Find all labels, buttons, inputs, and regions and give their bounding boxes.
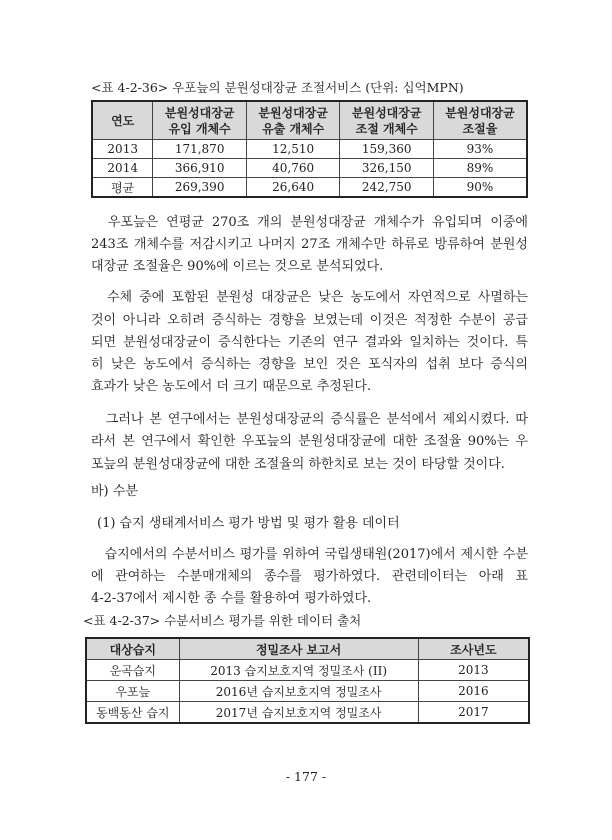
table-row xyxy=(92,159,527,178)
cell: 40,760 xyxy=(246,159,340,178)
text-line: 그러나 본 연구에서는 분원성대장균의 증식률은 분석에서 제외시켰다. 따 xyxy=(91,412,528,427)
header-report: 정밀조사 보고서 xyxy=(179,638,418,660)
cell: 159,360 xyxy=(340,140,434,159)
cell: 171,870 xyxy=(153,140,247,159)
cell: 89% xyxy=(433,159,527,178)
header-inflow: 분원성대장균 유입 개체수 xyxy=(153,101,247,140)
cell: 2014 xyxy=(92,159,153,178)
cell: 242,750 xyxy=(340,178,434,198)
pollination-data-source-table xyxy=(85,637,530,724)
cell: 2016년 습지보호지역 정밀조사 xyxy=(179,681,418,702)
text-line: 라서 본 연구에서 확인한 우포늪의 분원성대장균에 대한 조절율 90%는 우 xyxy=(91,434,528,449)
table2-caption: <표 4-2-37> 수분서비스 평가를 위한 데이터 출처 xyxy=(83,613,362,628)
cell: 평균 xyxy=(92,178,153,198)
coliform-regulation-table xyxy=(91,100,528,198)
table-row xyxy=(92,140,527,159)
header-regulated: 분원성대장균 조절 개체수 xyxy=(340,101,434,140)
cell: 2016 xyxy=(418,681,529,702)
cell: 12,510 xyxy=(246,140,340,159)
header-rate: 분원성대장균 조절율 xyxy=(433,101,527,140)
cell: 26,640 xyxy=(246,178,340,198)
text-line: 수체 중에 포함된 분원성 대장균은 낮은 농도에서 자연적으로 사멸하는 xyxy=(91,290,528,305)
header-year: 연도 xyxy=(92,101,153,140)
header-outflow: 분원성대장균 유출 개체수 xyxy=(246,101,340,140)
table-header-row xyxy=(92,101,527,140)
cell: 2017년 습지보호지역 정밀조사 xyxy=(179,702,418,724)
cell: 2013 습지보호지역 정밀조사 (II) xyxy=(179,660,418,681)
table-row xyxy=(86,660,529,681)
text-line: 에 관여하는 수분매개체의 종수를 평가하였다. 관련데이터는 아래 표 xyxy=(91,569,528,584)
cell: 우포늪 xyxy=(86,681,179,702)
table-row xyxy=(92,178,527,198)
header-survey-year: 조사년도 xyxy=(418,638,529,660)
text-line: 히 낮은 농도에서 증식하는 경향을 보인 것은 포식자의 섭취 보다 증식의 xyxy=(91,357,528,372)
text-line: 우포늪은 연평균 270조 개의 분원성대장균 개체수가 유입되며 이중에 xyxy=(91,215,528,230)
header-wetland: 대상습지 xyxy=(86,638,179,660)
text-line: 대장균 조절율은 90%에 이르는 것으로 분석되었다. xyxy=(91,259,384,274)
table1-caption: <표 4-2-36> 우포늪의 분원성대장균 조절서비스 (단위: 십억MPN) xyxy=(91,80,464,95)
cell: 운곡습지 xyxy=(86,660,179,681)
text-line: 포늪의 분원성대장균에 대한 조절율의 하한치로 보는 것이 타당할 것이다. xyxy=(91,457,505,472)
text-line: 243조 개체수를 저감시키고 나머지 27조 개체수만 하류로 방류하여 분원성 xyxy=(91,237,528,252)
text-line: 것이 아니라 오히려 증식하는 경향을 보였는데 이것은 적정한 수분이 공급 xyxy=(91,313,528,328)
text-line: 4-2-37에서 제시한 종 수를 활용하여 평가하였다. xyxy=(91,591,372,606)
section-heading: 바) 수분 xyxy=(91,484,138,499)
text-line: 습지에서의 수분서비스 평가를 위하여 국립생태원(2017)에서 제시한 수분 xyxy=(91,547,528,562)
table-row xyxy=(86,702,529,724)
cell: 366,910 xyxy=(153,159,247,178)
cell: 동백동산 습지 xyxy=(86,702,179,724)
subsection-heading: (1) 습지 생태계서비스 평가 방법 및 평가 활용 데이터 xyxy=(97,516,400,531)
cell: 2013 xyxy=(92,140,153,159)
table-row xyxy=(86,681,529,702)
cell: 93% xyxy=(433,140,527,159)
cell: 269,390 xyxy=(153,178,247,198)
cell: 90% xyxy=(433,178,527,198)
cell: 326,150 xyxy=(340,159,434,178)
text-line: 효과가 낮은 농도에서 더 크기 때문으로 추정된다. xyxy=(91,379,372,394)
cell: 2013 xyxy=(418,660,529,681)
page-number: - 177 - xyxy=(285,769,327,784)
table-header-row xyxy=(86,638,529,660)
text-line: 되면 분원성대장균이 증식한다는 기존의 연구 결과와 일치하는 것이다. 특 xyxy=(91,335,528,350)
cell: 2017 xyxy=(418,702,529,724)
